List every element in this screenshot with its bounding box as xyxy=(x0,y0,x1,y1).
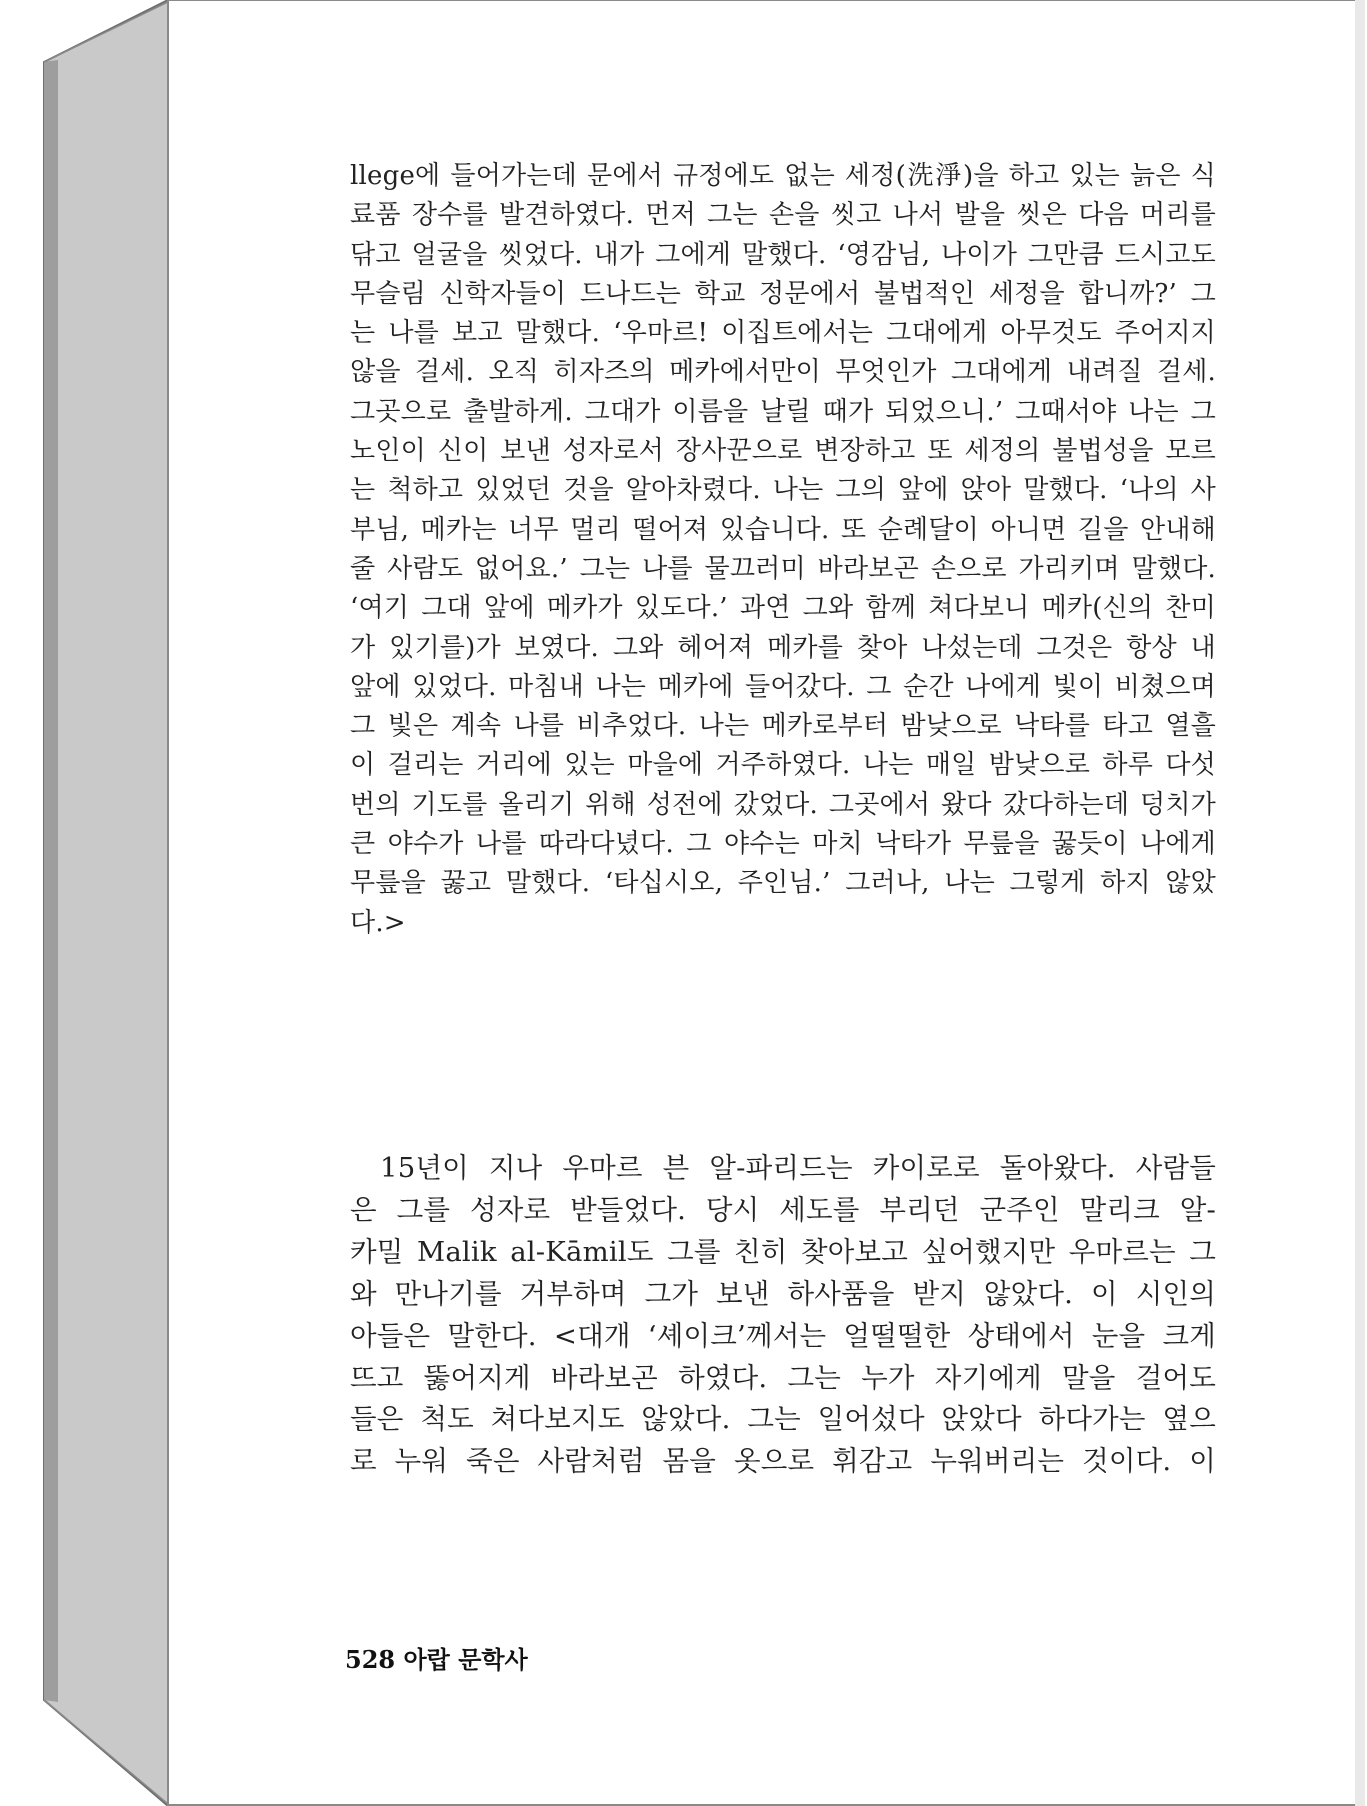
text-line: ‘여기 그대 앞에 메카가 있도다.’ 과연 그와 함께 쳐다보니 메카(신의 찬미 xyxy=(350,593,1216,624)
text-line: 카밀 Malik al-Kāmil도 그를 친히 찾아보고 싶어했지만 우마르는 그 xyxy=(350,1235,1216,1268)
body-paragraph xyxy=(350,1148,1216,1483)
text-line: 다.> xyxy=(350,907,406,938)
text-line: 그곳으로 출발하게. 그대가 이름을 날릴 때가 되었으니.’ 그때서야 나는 그 xyxy=(350,396,1216,427)
running-title: 아랍 문학사 xyxy=(403,1645,528,1674)
text-line: 이 걸리는 거리에 있는 마을에 거주하였다. 나는 매일 밤낮으로 하루 다섯 xyxy=(350,750,1216,781)
text-line: 그 빛은 계속 나를 비추었다. 나는 메카로부터 밤낮으로 낙타를 타고 열흘 xyxy=(350,711,1216,742)
page-footer xyxy=(345,1640,528,1675)
text-line: 번의 기도를 올리기 위해 성전에 갔었다. 그곳에서 왔다 갔다하는데 덩치가 xyxy=(350,789,1216,820)
text-line: 큰 야수가 나를 따라다녔다. 그 야수는 마치 낙타가 무릎을 꿇듯이 나에게 xyxy=(350,829,1216,860)
quoted-passage xyxy=(350,157,1216,943)
text-line: 줄 사람도 없어요.’ 그는 나를 물끄러미 바라보곤 손으로 가리키며 말했다. xyxy=(350,553,1216,584)
text-line: 로 누워 죽은 사람처럼 몸을 옷으로 휘감고 누워버리는 것이다. 이 xyxy=(350,1445,1216,1478)
text-line: 부님, 메카는 너무 멀리 떨어져 있습니다. 또 순례달이 아니면 길을 안내해 xyxy=(350,514,1216,545)
text-line: 노인이 신이 보낸 성자로서 장사꾼으로 변장하고 또 세정의 불법성을 모르 xyxy=(350,436,1216,467)
text-line: 뜨고 뚫어지게 바라보곤 하였다. 그는 누가 자기에게 말을 걸어도 xyxy=(350,1361,1216,1394)
book-side-edge xyxy=(44,0,168,1806)
text-line: 은 그를 성자로 받들었다. 당시 세도를 부리던 군주인 말리크 알- xyxy=(350,1193,1216,1226)
text-line: 는 척하고 있었던 것을 알아차렸다. 나는 그의 앞에 앉아 말했다. ‘나의 사 xyxy=(350,475,1216,506)
text-line: 않을 걸세. 오직 히자즈의 메카에서만이 무엇인가 그대에게 내려질 걸세. xyxy=(350,357,1216,388)
text-line: 는 나를 보고 말했다. ‘우마르! 이집트에서는 그대에게 아무것도 주어지지 xyxy=(350,318,1216,349)
text-line: llege에 들어가는데 문에서 규정에도 없는 세정(洗淨)을 하고 있는 늙은 식 xyxy=(350,161,1216,191)
text-line: 무슬림 신학자들이 드나드는 학교 정문에서 불법적인 세정을 합니까?’ 그 xyxy=(350,278,1216,309)
text-line: 무릎을 꿇고 말했다. ‘타십시오, 주인님.’ 그러나, 나는 그렇게 하지 않았 xyxy=(350,868,1216,899)
book-side-shadow xyxy=(44,60,58,1702)
text-line: 닦고 얼굴을 씻었다. 내가 그에게 말했다. ‘영감님, 나이가 그만큼 드시고도 xyxy=(350,239,1216,270)
page-number: 528 xyxy=(345,1645,396,1674)
text-line: 아들은 말한다. <대개 ‘셰이크’께서는 얼떨떨한 상태에서 눈을 크게 xyxy=(350,1319,1216,1352)
text-line: 15년이 지나 우마르 븐 알-파리드는 카이로로 돌아왔다. 사람들 xyxy=(380,1152,1216,1184)
text-line: 가 있기를)가 보였다. 그와 헤어져 메카를 찾아 나섰는데 그것은 항상 내 xyxy=(350,632,1216,663)
text-line: 와 만나기를 거부하며 그가 보낸 하사품을 받지 않았다. 이 시인의 xyxy=(350,1277,1216,1310)
text-line: 들은 척도 쳐다보지도 않았다. 그는 일어섰다 앉았다 하다가는 옆으 xyxy=(350,1403,1216,1436)
text-line: 앞에 있었다. 마침내 나는 메카에 들어갔다. 그 순간 나에게 빛이 비쳤으며 xyxy=(350,671,1216,702)
text-line: 료품 장수를 발견하였다. 먼저 그는 손을 씻고 나서 발을 씻은 다음 머리를 xyxy=(350,200,1216,231)
